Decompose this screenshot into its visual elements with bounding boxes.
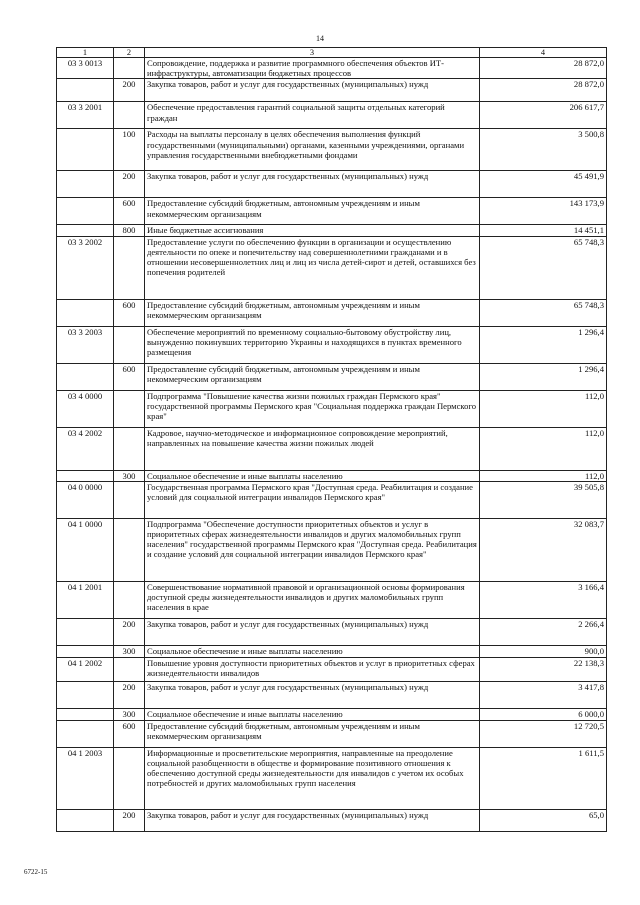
table-row xyxy=(57,645,607,657)
table-row xyxy=(57,225,607,236)
table-row xyxy=(57,747,607,809)
row-kind-cell xyxy=(114,518,145,581)
row-code-cell xyxy=(57,618,114,645)
row-kind-cell xyxy=(114,481,145,518)
row-code-cell xyxy=(57,708,114,720)
row-amount-cell: 65 748,3 xyxy=(480,299,607,326)
row-kind-cell xyxy=(114,102,145,129)
column-header-amount: 4 xyxy=(480,48,607,58)
row-amount-cell: 2 266,4 xyxy=(480,618,607,645)
row-code-cell: 03 4 2002 xyxy=(57,427,114,470)
row-kind-cell: 600 xyxy=(114,299,145,326)
table-row xyxy=(57,326,607,363)
row-description-cell: Социальное обеспечение и иные выплаты населению xyxy=(145,708,480,720)
row-amount-cell: 112,0 xyxy=(480,390,607,427)
row-amount-cell: 3 500,8 xyxy=(480,129,607,171)
row-description-cell: Государственная программа Пермского края "Доступная среда. Реабилитация и создание условий для социальной интеграции инвалидов Пермского края" xyxy=(145,481,480,518)
row-amount-cell: 39 505,8 xyxy=(480,481,607,518)
row-description-cell: Подпрограмма "Повышение качества жизни пожилых граждан Пермского края" государственной программы Пермского края "Социальная поддержка граждан Пермского края" xyxy=(145,390,480,427)
column-header-description: 3 xyxy=(145,48,480,58)
row-amount-cell: 112,0 xyxy=(480,470,607,481)
row-code-cell xyxy=(57,809,114,831)
row-description-cell: Сопровождение, поддержка и развитие программного обеспечения объектов ИТ-инфраструктуры, автоматизации бюджетных процессов xyxy=(145,58,480,79)
row-code-cell: 04 1 0000 xyxy=(57,518,114,581)
row-code-cell: 03 4 0000 xyxy=(57,390,114,427)
row-kind-cell: 200 xyxy=(114,618,145,645)
row-kind-cell: 300 xyxy=(114,470,145,481)
row-code-cell xyxy=(57,299,114,326)
row-amount-cell: 45 491,9 xyxy=(480,171,607,198)
row-kind-cell: 600 xyxy=(114,198,145,225)
table-row xyxy=(57,198,607,225)
row-amount-cell: 65 748,3 xyxy=(480,236,607,299)
row-kind-cell: 800 xyxy=(114,225,145,236)
column-header-kind: 2 xyxy=(114,48,145,58)
row-amount-cell: 14 451,1 xyxy=(480,225,607,236)
row-kind-cell: 200 xyxy=(114,79,145,102)
row-kind-cell xyxy=(114,326,145,363)
row-kind-cell xyxy=(114,236,145,299)
row-amount-cell: 3 417,8 xyxy=(480,681,607,708)
footer-code: 6722-15 xyxy=(24,868,48,876)
row-code-cell xyxy=(57,720,114,747)
row-amount-cell: 12 720,5 xyxy=(480,720,607,747)
row-code-cell: 03 3 2001 xyxy=(57,102,114,129)
page-number: 14 xyxy=(316,34,324,43)
row-description-cell: Информационные и просветительские мероприятия, направленные на преодоление социальной разобщенности в обществе и формирование позитивного отношения к обеспечению доступной среды жизнедеятельности для инвалидов с учетом их особых потребностей и других маломобильных групп населения xyxy=(145,747,480,809)
row-code-cell xyxy=(57,171,114,198)
row-amount-cell: 65,0 xyxy=(480,809,607,831)
column-header-code: 1 xyxy=(57,48,114,58)
row-amount-cell: 28 872,0 xyxy=(480,58,607,79)
row-description-cell: Предоставление субсидий бюджетным, автономным учреждениям и иным некоммерческим организациям xyxy=(145,720,480,747)
row-kind-cell xyxy=(114,58,145,79)
row-description-cell: Социальное обеспечение и иные выплаты населению xyxy=(145,470,480,481)
table-row xyxy=(57,809,607,831)
row-description-cell: Социальное обеспечение и иные выплаты населению xyxy=(145,645,480,657)
row-amount-cell: 112,0 xyxy=(480,427,607,470)
row-amount-cell: 6 000,0 xyxy=(480,708,607,720)
row-code-cell xyxy=(57,198,114,225)
row-code-cell: 04 1 2003 xyxy=(57,747,114,809)
row-amount-cell: 32 083,7 xyxy=(480,518,607,581)
row-code-cell: 04 0 0000 xyxy=(57,481,114,518)
row-kind-cell xyxy=(114,747,145,809)
row-code-cell: 03 3 0013 xyxy=(57,58,114,79)
table-header-row xyxy=(57,48,607,58)
row-description-cell: Закупка товаров, работ и услуг для государственных (муниципальных) нужд xyxy=(145,809,480,831)
table-row xyxy=(57,720,607,747)
row-description-cell: Иные бюджетные ассигнования xyxy=(145,225,480,236)
row-amount-cell: 206 617,7 xyxy=(480,102,607,129)
table-row xyxy=(57,618,607,645)
table-row xyxy=(57,427,607,470)
table-row xyxy=(57,171,607,198)
table-row xyxy=(57,102,607,129)
row-kind-cell: 200 xyxy=(114,809,145,831)
row-description-cell: Обеспечение предоставления гарантий социальной защиты отдельных категорий граждан xyxy=(145,102,480,129)
row-amount-cell: 1 611,5 xyxy=(480,747,607,809)
row-kind-cell: 300 xyxy=(114,645,145,657)
row-code-cell xyxy=(57,470,114,481)
row-code-cell xyxy=(57,225,114,236)
table-row xyxy=(57,518,607,581)
row-kind-cell xyxy=(114,581,145,618)
table-row xyxy=(57,79,607,102)
row-description-cell: Повышение уровня доступности приоритетных объектов и услуг в приоритетных сферах жизнедеятельности инвалидов xyxy=(145,657,480,681)
row-amount-cell: 1 296,4 xyxy=(480,363,607,390)
row-amount-cell: 143 173,9 xyxy=(480,198,607,225)
row-code-cell: 04 1 2001 xyxy=(57,581,114,618)
table-row xyxy=(57,363,607,390)
table-row xyxy=(57,58,607,79)
row-code-cell: 03 3 2002 xyxy=(57,236,114,299)
table-row xyxy=(57,681,607,708)
table-row xyxy=(57,708,607,720)
row-description-cell: Закупка товаров, работ и услуг для государственных (муниципальных) нужд xyxy=(145,618,480,645)
row-description-cell: Предоставление субсидий бюджетным, автономным учреждениям и иным некоммерческим организациям xyxy=(145,198,480,225)
row-kind-cell xyxy=(114,427,145,470)
row-kind-cell: 600 xyxy=(114,363,145,390)
row-amount-cell: 22 138,3 xyxy=(480,657,607,681)
row-description-cell: Кадровое, научно-методическое и информационное сопровождение мероприятий, направленных на повышение качества жизни пожилых людей xyxy=(145,427,480,470)
table-row xyxy=(57,470,607,481)
table-row xyxy=(57,129,607,171)
row-description-cell: Расходы на выплаты персоналу в целях обеспечения выполнения функций государственными (муниципальными) органами, казенными учреждениями, органами управления государственными внебюджетными фондами xyxy=(145,129,480,171)
row-amount-cell: 1 296,4 xyxy=(480,326,607,363)
row-code-cell xyxy=(57,681,114,708)
row-kind-cell: 100 xyxy=(114,129,145,171)
row-description-cell: Совершенствование нормативной правовой и организационной основы формирования доступной среды жизнедеятельности инвалидов и других маломобильных групп населения в крае xyxy=(145,581,480,618)
row-kind-cell: 300 xyxy=(114,708,145,720)
row-kind-cell: 600 xyxy=(114,720,145,747)
row-amount-cell: 900,0 xyxy=(480,645,607,657)
row-kind-cell: 200 xyxy=(114,171,145,198)
budget-table xyxy=(56,47,607,832)
row-description-cell: Предоставление услуги по обеспечению функции в организации и осуществлению деятельности по опеке и попечительству над совершеннолетними гражданами и в отношении несовершеннолетних лиц и лиц из числа детей-сирот и детей, оставшихся без попечения родителей xyxy=(145,236,480,299)
row-kind-cell: 200 xyxy=(114,681,145,708)
row-code-cell xyxy=(57,645,114,657)
row-description-cell: Предоставление субсидий бюджетным, автономным учреждениям и иным некоммерческим организациям xyxy=(145,363,480,390)
table-row xyxy=(57,657,607,681)
row-code-cell xyxy=(57,79,114,102)
row-code-cell: 04 1 2002 xyxy=(57,657,114,681)
row-description-cell: Закупка товаров, работ и услуг для государственных (муниципальных) нужд xyxy=(145,171,480,198)
row-kind-cell xyxy=(114,657,145,681)
table-body xyxy=(57,58,607,832)
row-kind-cell xyxy=(114,390,145,427)
table-row xyxy=(57,390,607,427)
table-row xyxy=(57,581,607,618)
row-description-cell: Закупка товаров, работ и услуг для государственных (муниципальных) нужд xyxy=(145,681,480,708)
row-description-cell: Предоставление субсидий бюджетным, автономным учреждениям и иным некоммерческим организациям xyxy=(145,299,480,326)
row-code-cell xyxy=(57,129,114,171)
row-code-cell xyxy=(57,363,114,390)
row-description-cell: Обеспечение мероприятий по временному социально-бытовому обустройству лиц, вынужденно покинувших территорию Украины и находящихся в пунктах временного размещения xyxy=(145,326,480,363)
row-code-cell: 03 3 2003 xyxy=(57,326,114,363)
table-row xyxy=(57,236,607,299)
table-row xyxy=(57,481,607,518)
row-amount-cell: 28 872,0 xyxy=(480,79,607,102)
row-description-cell: Закупка товаров, работ и услуг для государственных (муниципальных) нужд xyxy=(145,79,480,102)
table-row xyxy=(57,299,607,326)
row-description-cell: Подпрограмма "Обеспечение доступности приоритетных объектов и услуг в приоритетных сферах жизнедеятельности инвалидов и других маломобильных групп населения" государственной программы Пермского края "Доступная среда. Реабилитация и создание условий для социальной интеграции инвалидов Пермского края" xyxy=(145,518,480,581)
row-amount-cell: 3 166,4 xyxy=(480,581,607,618)
